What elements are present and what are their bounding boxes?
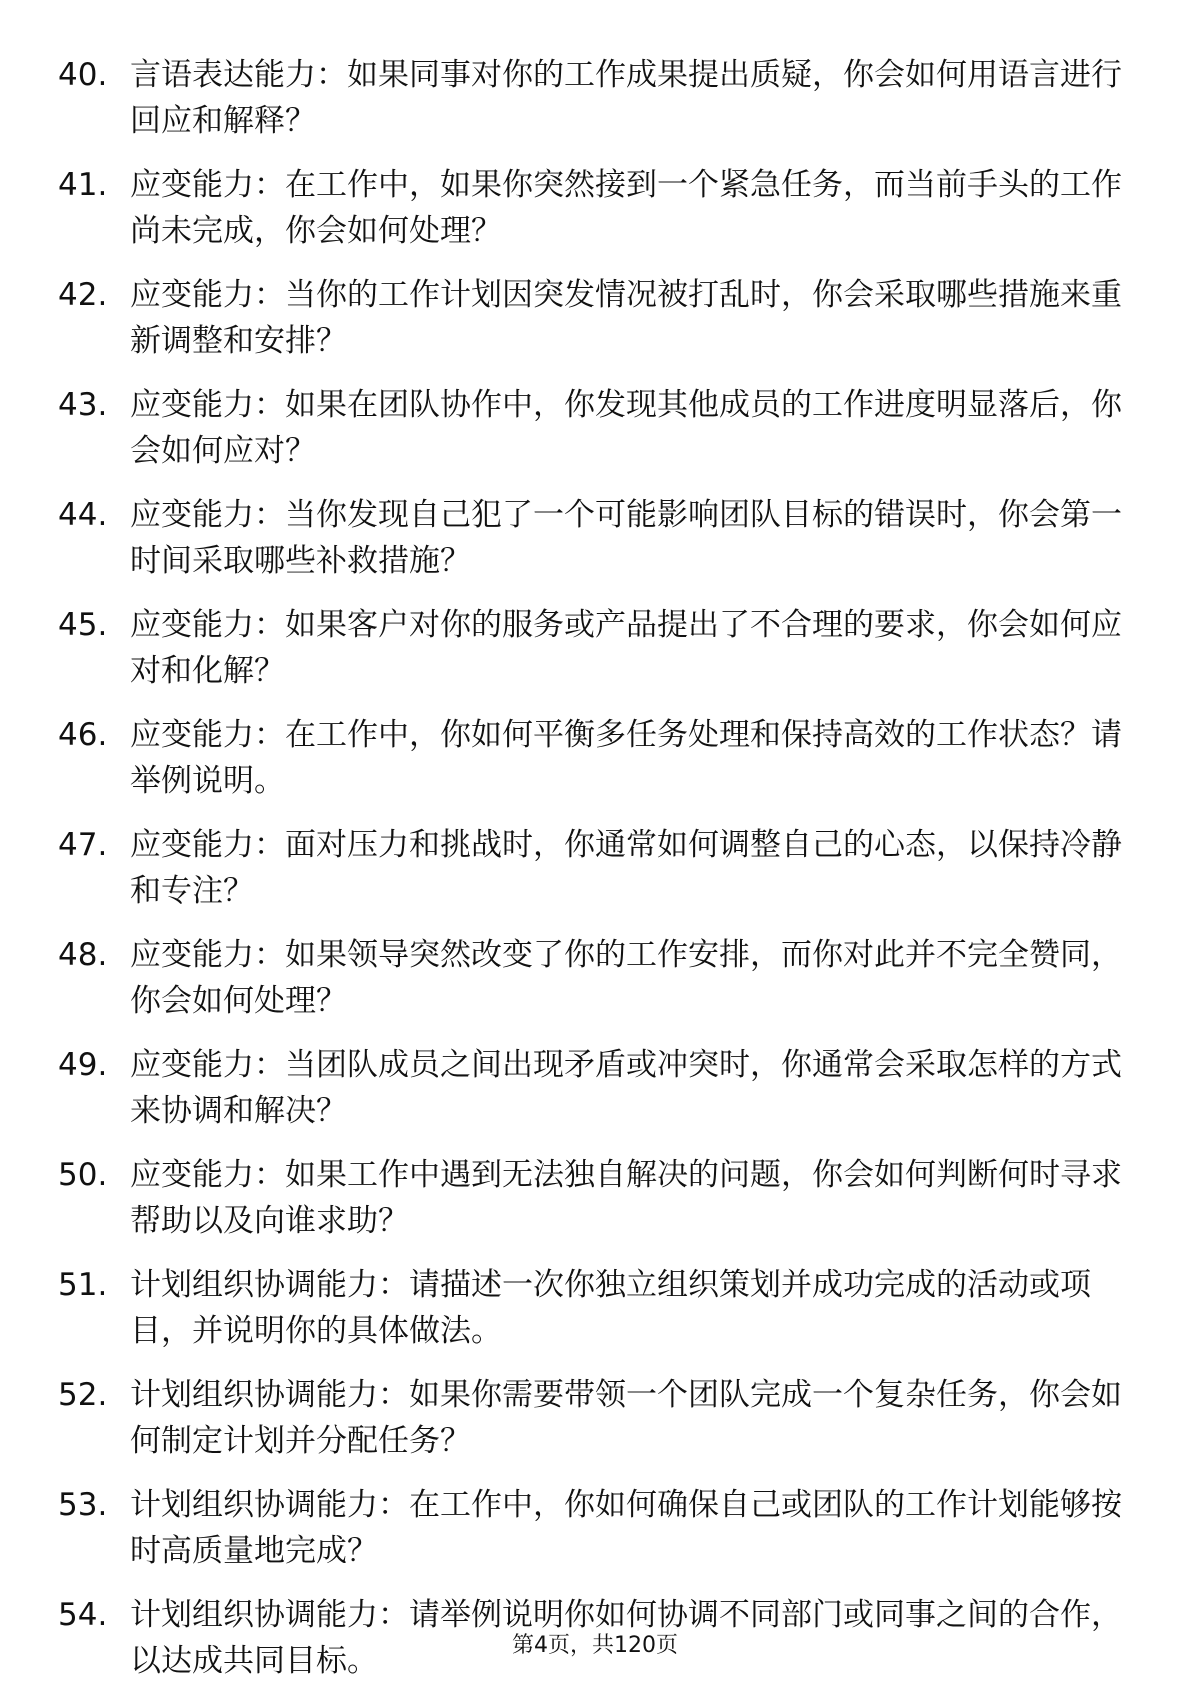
item-number: 44. <box>58 497 108 533</box>
item-number: 51. <box>58 1267 108 1303</box>
item-text: 应变能力：如果在团队协作中，你发现其他成员的工作进度明显落后，你会如何应对？ <box>130 387 1122 469</box>
item-number: 48. <box>58 937 108 973</box>
item-text: 应变能力：当你发现自己犯了一个可能影响团队目标的错误时，你会第一时间采取哪些补救措施？ <box>130 497 1122 579</box>
question-list <box>58 52 1133 1702</box>
list-item <box>58 932 1133 1024</box>
item-text: 应变能力：在工作中，你如何平衡多任务处理和保持高效的工作状态？请举例说明。 <box>130 717 1122 799</box>
item-text: 应变能力：如果工作中遇到无法独自解决的问题，你会如何判断何时寻求帮助以及向谁求助？ <box>130 1157 1122 1239</box>
list-item <box>58 712 1133 804</box>
item-text: 计划组织协调能力：在工作中，你如何确保自己或团队的工作计划能够按时高质量地完成？ <box>130 1487 1122 1569</box>
item-number: 40. <box>58 57 108 93</box>
list-item <box>58 602 1133 694</box>
list-item <box>58 492 1133 584</box>
list-item <box>58 1372 1133 1464</box>
list-item <box>58 1152 1133 1244</box>
item-text: 应变能力：当团队成员之间出现矛盾或冲突时，你通常会采取怎样的方式来协调和解决？ <box>130 1047 1122 1129</box>
item-number: 49. <box>58 1047 108 1083</box>
item-number: 42. <box>58 277 108 313</box>
item-text: 应变能力：如果客户对你的服务或产品提出了不合理的要求，你会如何应对和化解？ <box>130 607 1122 689</box>
item-number: 54. <box>58 1597 108 1633</box>
item-text: 应变能力：在工作中，如果你突然接到一个紧急任务，而当前手头的工作尚未完成，你会如何处理？ <box>130 167 1122 249</box>
item-text: 计划组织协调能力：如果你需要带领一个团队完成一个复杂任务，你会如何制定计划并分配任务？ <box>130 1377 1122 1459</box>
item-text: 言语表达能力：如果同事对你的工作成果提出质疑，你会如何用语言进行回应和解释？ <box>130 57 1122 139</box>
item-number: 53. <box>58 1487 108 1523</box>
item-text: 计划组织协调能力：请举例说明你如何协调不同部门或同事之间的合作，以达成共同目标。 <box>130 1597 1122 1679</box>
list-item <box>58 822 1133 914</box>
list-item <box>58 272 1133 364</box>
item-number: 43. <box>58 387 108 423</box>
item-number: 46. <box>58 717 108 753</box>
list-item <box>58 1262 1133 1354</box>
item-text: 应变能力：如果领导突然改变了你的工作安排，而你对此并不完全赞同，你会如何处理？ <box>130 937 1122 1019</box>
item-number: 45. <box>58 607 108 643</box>
list-item <box>58 162 1133 254</box>
list-item <box>58 382 1133 474</box>
item-number: 52. <box>58 1377 108 1413</box>
item-number: 41. <box>58 167 108 203</box>
item-text: 应变能力：当你的工作计划因突发情况被打乱时，你会采取哪些措施来重新调整和安排？ <box>130 277 1122 359</box>
list-item <box>58 1042 1133 1134</box>
item-text: 应变能力：面对压力和挑战时，你通常如何调整自己的心态，以保持冷静和专注？ <box>130 827 1122 909</box>
page-footer: 第4页，共120页 <box>512 1633 678 1658</box>
item-number: 47. <box>58 827 108 863</box>
item-number: 50. <box>58 1157 108 1193</box>
list-item <box>58 1482 1133 1574</box>
list-item <box>58 52 1133 144</box>
item-text: 计划组织协调能力：请描述一次你独立组织策划并成功完成的活动或项目，并说明你的具体做法。 <box>130 1267 1091 1349</box>
